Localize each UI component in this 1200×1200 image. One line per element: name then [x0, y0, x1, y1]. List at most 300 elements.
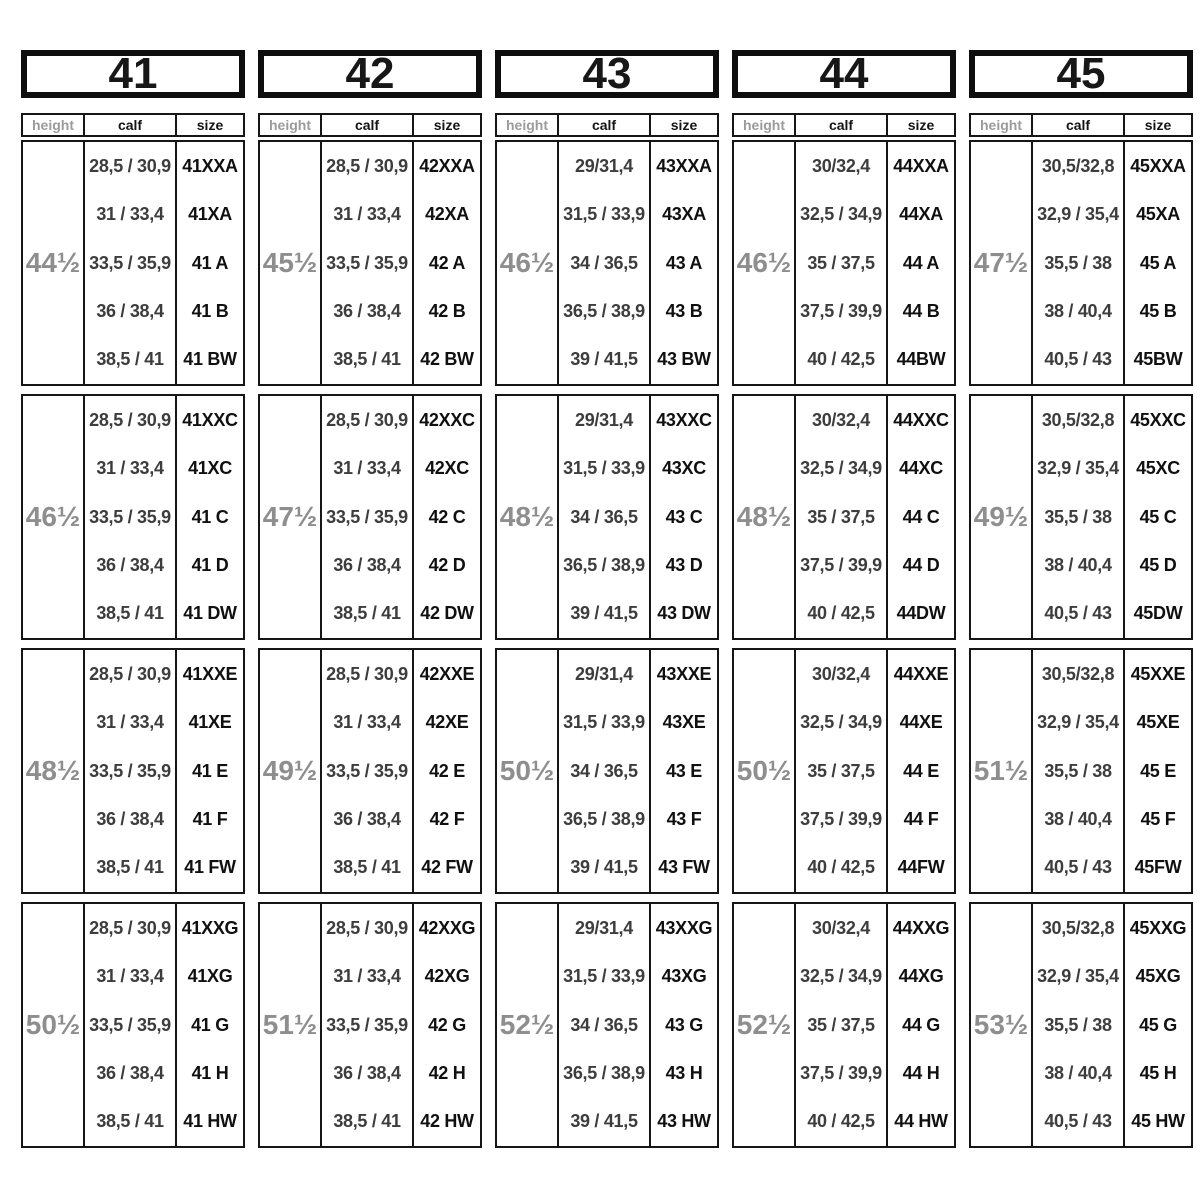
- size-value: 41XG: [187, 966, 233, 987]
- calf-value: 29/31,4: [575, 155, 633, 176]
- calf-value: 29/31,4: [575, 917, 633, 938]
- calf-column: [85, 904, 177, 1146]
- size-value: 44DW: [896, 603, 946, 624]
- size-value: 41 E: [192, 760, 228, 781]
- calf-value: 38,5 / 41: [333, 1111, 401, 1132]
- size-value: 43 E: [666, 760, 702, 781]
- size-value: 44 H: [902, 1062, 940, 1083]
- size-value: 44 F: [903, 808, 939, 829]
- calf-value: 36 / 38,4: [333, 300, 401, 321]
- height-column-header: height: [260, 115, 322, 135]
- size-value: 42 HW: [420, 1111, 474, 1132]
- height-column-header: height: [971, 115, 1033, 135]
- calf-value: 31,5 / 33,9: [563, 204, 645, 225]
- size-value: 43 F: [666, 808, 702, 829]
- size-block: [21, 902, 245, 1148]
- calf-column: [796, 904, 888, 1146]
- height-value: 46½: [497, 142, 559, 384]
- calf-column: [1033, 396, 1125, 638]
- calf-value: 38,5 / 41: [333, 349, 401, 370]
- height-value: 52½: [734, 904, 796, 1146]
- height-value: 48½: [23, 650, 85, 892]
- calf-value: 38 / 40,4: [1044, 1062, 1112, 1083]
- measure-header-row: [21, 113, 245, 137]
- size-value: 41XE: [188, 712, 232, 733]
- calf-value: 36,5 / 38,9: [563, 300, 645, 321]
- calf-value: 31 / 33,4: [333, 458, 401, 479]
- size-block: [21, 394, 245, 640]
- calf-value: 33,5 / 35,9: [326, 252, 408, 273]
- size-value: 44FW: [897, 857, 945, 878]
- calf-value: 31 / 33,4: [96, 204, 164, 225]
- size-group-41: [21, 50, 245, 1156]
- calf-value: 35,5 / 38: [1044, 252, 1112, 273]
- size-value: 44XXC: [893, 409, 949, 430]
- size-value: 43XXA: [656, 155, 712, 176]
- size-value: 43 G: [665, 1014, 703, 1035]
- calf-value: 36 / 38,4: [96, 554, 164, 575]
- size-column: [888, 396, 954, 638]
- calf-column: [559, 904, 651, 1146]
- size-column: [414, 904, 480, 1146]
- calf-value: 29/31,4: [575, 409, 633, 430]
- height-value: 49½: [260, 650, 322, 892]
- size-value: 45 G: [1139, 1014, 1177, 1035]
- height-value: 44½: [23, 142, 85, 384]
- size-group-45: [969, 50, 1193, 1156]
- calf-column: [85, 650, 177, 892]
- height-value: 50½: [23, 904, 85, 1146]
- calf-value: 32,9 / 35,4: [1037, 966, 1119, 987]
- size-value: 45FW: [1134, 857, 1182, 878]
- calf-value: 31,5 / 33,9: [563, 966, 645, 987]
- calf-value: 33,5 / 35,9: [89, 760, 171, 781]
- size-column: [651, 650, 717, 892]
- size-value: 42 C: [428, 506, 466, 527]
- calf-value: 33,5 / 35,9: [326, 1014, 408, 1035]
- calf-column-header: calf: [1033, 115, 1125, 135]
- size-group-title: 43: [495, 50, 719, 98]
- height-value: 50½: [497, 650, 559, 892]
- calf-value: 38 / 40,4: [1044, 808, 1112, 829]
- size-column: [1125, 650, 1191, 892]
- calf-value: 40,5 / 43: [1044, 349, 1112, 370]
- size-value: 41XA: [188, 204, 232, 225]
- calf-column-header: calf: [85, 115, 177, 135]
- size-group-42: [258, 50, 482, 1156]
- calf-value: 38,5 / 41: [333, 603, 401, 624]
- size-column: [888, 142, 954, 384]
- calf-value: 32,9 / 35,4: [1037, 204, 1119, 225]
- size-value: 44 E: [903, 760, 939, 781]
- size-block: [495, 140, 719, 386]
- calf-column: [322, 396, 414, 638]
- size-value: 44XG: [898, 966, 944, 987]
- size-value: 42XXA: [419, 155, 475, 176]
- calf-value: 32,5 / 34,9: [800, 966, 882, 987]
- size-value: 43XXE: [656, 663, 712, 684]
- size-value: 41XXG: [181, 917, 239, 938]
- size-column: [414, 650, 480, 892]
- calf-value: 28,5 / 30,9: [89, 663, 171, 684]
- size-value: 45XXE: [1130, 663, 1186, 684]
- calf-value: 33,5 / 35,9: [89, 506, 171, 527]
- height-value: 49½: [971, 396, 1033, 638]
- size-value: 43 A: [665, 252, 703, 273]
- calf-value: 35,5 / 38: [1044, 1014, 1112, 1035]
- calf-value: 38 / 40,4: [1044, 554, 1112, 575]
- calf-value: 38,5 / 41: [96, 349, 164, 370]
- calf-value: 38,5 / 41: [96, 603, 164, 624]
- size-column: [414, 396, 480, 638]
- size-column: [888, 904, 954, 1146]
- calf-value: 36,5 / 38,9: [563, 554, 645, 575]
- calf-value: 35 / 37,5: [807, 1014, 875, 1035]
- calf-value: 35,5 / 38: [1044, 506, 1112, 527]
- size-value: 43 D: [665, 554, 703, 575]
- size-value: 42XG: [424, 966, 470, 987]
- size-value: 45XE: [1136, 712, 1180, 733]
- size-value: 45 D: [1139, 554, 1177, 575]
- size-value: 45 HW: [1131, 1111, 1185, 1132]
- calf-value: 33,5 / 35,9: [326, 506, 408, 527]
- calf-value: 30,5/32,8: [1041, 155, 1115, 176]
- height-value: 50½: [734, 650, 796, 892]
- size-value: 43XXG: [655, 917, 713, 938]
- calf-column: [322, 650, 414, 892]
- calf-value: 36 / 38,4: [333, 1062, 401, 1083]
- size-value: 44 D: [902, 554, 940, 575]
- calf-value: 30,5/32,8: [1041, 917, 1115, 938]
- calf-value: 40,5 / 43: [1044, 857, 1112, 878]
- calf-value: 40 / 42,5: [807, 603, 875, 624]
- calf-value: 28,5 / 30,9: [89, 409, 171, 430]
- size-value: 44 G: [902, 1014, 940, 1035]
- calf-value: 28,5 / 30,9: [89, 917, 171, 938]
- calf-value: 31 / 33,4: [96, 712, 164, 733]
- calf-value: 35 / 37,5: [807, 760, 875, 781]
- size-value: 42 B: [428, 300, 466, 321]
- height-column-header: height: [497, 115, 559, 135]
- calf-value: 34 / 36,5: [570, 506, 638, 527]
- calf-column: [559, 396, 651, 638]
- size-value: 45XXG: [1129, 917, 1187, 938]
- size-value: 42XXE: [419, 663, 475, 684]
- calf-value: 31 / 33,4: [96, 966, 164, 987]
- size-column-header: size: [670, 117, 698, 133]
- size-value: 42 BW: [420, 349, 474, 370]
- size-value: 42 G: [428, 1014, 466, 1035]
- size-value: 43XE: [662, 712, 706, 733]
- size-group-44: [732, 50, 956, 1156]
- calf-value: 36 / 38,4: [96, 300, 164, 321]
- calf-column: [85, 396, 177, 638]
- calf-value: 40,5 / 43: [1044, 1111, 1112, 1132]
- size-value: 42 E: [429, 760, 465, 781]
- size-block: [495, 648, 719, 894]
- calf-column-header: calf: [796, 115, 888, 135]
- height-value: 53½: [971, 904, 1033, 1146]
- size-value: 45 F: [1140, 808, 1176, 829]
- height-value: 52½: [497, 904, 559, 1146]
- size-value: 45XXC: [1130, 409, 1186, 430]
- size-column: [177, 396, 243, 638]
- size-column-header: size: [1144, 117, 1172, 133]
- calf-column: [796, 650, 888, 892]
- calf-value: 39 / 41,5: [570, 349, 638, 370]
- size-value: 45BW: [1133, 349, 1183, 370]
- measure-header-row: [969, 113, 1193, 137]
- calf-column-header: calf: [322, 115, 414, 135]
- size-column-header: size: [433, 117, 461, 133]
- size-group-title: 42: [258, 50, 482, 98]
- calf-value: 38,5 / 41: [96, 1111, 164, 1132]
- size-value: 41XXC: [182, 409, 238, 430]
- size-block: [732, 394, 956, 640]
- calf-value: 37,5 / 39,9: [800, 1062, 882, 1083]
- size-value: 42XXC: [419, 409, 475, 430]
- size-value: 44XXG: [892, 917, 950, 938]
- size-value: 43 B: [665, 300, 703, 321]
- size-value: 41 H: [191, 1062, 229, 1083]
- calf-column: [559, 650, 651, 892]
- size-value: 44XXE: [893, 663, 949, 684]
- calf-value: 34 / 36,5: [570, 252, 638, 273]
- size-value: 42XE: [425, 712, 469, 733]
- measure-header-row: [495, 113, 719, 137]
- size-value: 44XXA: [893, 155, 949, 176]
- size-column-header: size: [907, 117, 935, 133]
- size-column: [177, 142, 243, 384]
- size-value: 43 HW: [657, 1111, 711, 1132]
- calf-column: [559, 142, 651, 384]
- height-value: 51½: [971, 650, 1033, 892]
- calf-value: 28,5 / 30,9: [326, 917, 408, 938]
- size-group-title: 44: [732, 50, 956, 98]
- calf-value: 31 / 33,4: [333, 712, 401, 733]
- size-value: 45DW: [1133, 603, 1183, 624]
- calf-value: 38 / 40,4: [1044, 300, 1112, 321]
- size-value: 44 A: [902, 252, 940, 273]
- height-column-header: height: [734, 115, 796, 135]
- calf-value: 38,5 / 41: [333, 857, 401, 878]
- calf-value: 28,5 / 30,9: [89, 155, 171, 176]
- calf-value: 32,5 / 34,9: [800, 204, 882, 225]
- height-value: 47½: [260, 396, 322, 638]
- size-block: [495, 394, 719, 640]
- size-block: [732, 140, 956, 386]
- size-block: [969, 902, 1193, 1148]
- size-value: 43 FW: [658, 857, 710, 878]
- size-value: 44BW: [896, 349, 946, 370]
- height-value: 46½: [734, 142, 796, 384]
- size-value: 41 B: [191, 300, 229, 321]
- size-column: [888, 650, 954, 892]
- calf-value: 33,5 / 35,9: [326, 760, 408, 781]
- calf-column: [322, 904, 414, 1146]
- calf-value: 31,5 / 33,9: [563, 712, 645, 733]
- size-block: [969, 394, 1193, 640]
- calf-value: 31 / 33,4: [96, 458, 164, 479]
- size-value: 43XXC: [656, 409, 712, 430]
- size-value: 41 F: [192, 808, 228, 829]
- calf-column: [322, 142, 414, 384]
- size-column: [651, 904, 717, 1146]
- calf-value: 36,5 / 38,9: [563, 1062, 645, 1083]
- calf-value: 28,5 / 30,9: [326, 663, 408, 684]
- height-value: 46½: [23, 396, 85, 638]
- size-value: 45 A: [1139, 252, 1177, 273]
- calf-value: 32,9 / 35,4: [1037, 458, 1119, 479]
- size-value: 43XC: [662, 458, 706, 479]
- size-value: 41 A: [191, 252, 229, 273]
- size-value: 41 BW: [183, 349, 237, 370]
- calf-value: 33,5 / 35,9: [89, 252, 171, 273]
- calf-value: 37,5 / 39,9: [800, 300, 882, 321]
- size-block: [258, 902, 482, 1148]
- size-column: [651, 142, 717, 384]
- calf-value: 36 / 38,4: [333, 808, 401, 829]
- size-value: 41XXA: [182, 155, 238, 176]
- size-value: 41 FW: [184, 857, 236, 878]
- size-value: 45XC: [1136, 458, 1180, 479]
- calf-value: 28,5 / 30,9: [326, 155, 408, 176]
- calf-value: 40,5 / 43: [1044, 603, 1112, 624]
- size-value: 43 DW: [657, 603, 711, 624]
- size-block: [969, 648, 1193, 894]
- size-block: [21, 648, 245, 894]
- size-value: 45 C: [1139, 506, 1177, 527]
- size-value: 42 FW: [421, 857, 473, 878]
- size-column: [1125, 396, 1191, 638]
- size-group-title: 45: [969, 50, 1193, 98]
- size-value: 42XA: [425, 204, 469, 225]
- size-block: [21, 140, 245, 386]
- height-value: 51½: [260, 904, 322, 1146]
- size-column: [414, 142, 480, 384]
- calf-value: 35 / 37,5: [807, 506, 875, 527]
- calf-value: 40 / 42,5: [807, 1111, 875, 1132]
- size-value: 42XXG: [418, 917, 476, 938]
- calf-value: 35 / 37,5: [807, 252, 875, 273]
- size-value: 42 DW: [420, 603, 474, 624]
- size-block: [732, 648, 956, 894]
- calf-column: [85, 142, 177, 384]
- calf-value: 29/31,4: [575, 663, 633, 684]
- height-column-header: height: [23, 115, 85, 135]
- size-value: 42 F: [429, 808, 465, 829]
- calf-value: 30/32,4: [812, 917, 870, 938]
- size-value: 44 B: [902, 300, 940, 321]
- size-group-title: 41: [21, 50, 245, 98]
- height-value: 45½: [260, 142, 322, 384]
- calf-value: 40 / 42,5: [807, 349, 875, 370]
- calf-value: 34 / 36,5: [570, 1014, 638, 1035]
- size-value: 45 H: [1139, 1062, 1177, 1083]
- calf-value: 36 / 38,4: [333, 554, 401, 575]
- size-value: 45 E: [1140, 760, 1176, 781]
- calf-value: 33,5 / 35,9: [89, 1014, 171, 1035]
- size-value: 43 C: [665, 506, 703, 527]
- calf-value: 40 / 42,5: [807, 857, 875, 878]
- calf-value: 32,9 / 35,4: [1037, 712, 1119, 733]
- size-column-header: size: [196, 117, 224, 133]
- calf-column-header: calf: [559, 115, 651, 135]
- calf-column: [796, 142, 888, 384]
- size-value: 41 C: [191, 506, 229, 527]
- calf-value: 36,5 / 38,9: [563, 808, 645, 829]
- height-value: 48½: [734, 396, 796, 638]
- calf-value: 37,5 / 39,9: [800, 554, 882, 575]
- size-column: [1125, 142, 1191, 384]
- calf-value: 31 / 33,4: [333, 966, 401, 987]
- size-column: [1125, 904, 1191, 1146]
- size-value: 42 H: [428, 1062, 466, 1083]
- size-value: 45XXA: [1130, 155, 1186, 176]
- calf-value: 39 / 41,5: [570, 857, 638, 878]
- calf-value: 36 / 38,4: [96, 808, 164, 829]
- size-value: 41XC: [188, 458, 232, 479]
- calf-column: [1033, 904, 1125, 1146]
- measure-header-row: [732, 113, 956, 137]
- size-column: [651, 396, 717, 638]
- size-value: 43XG: [661, 966, 707, 987]
- calf-column: [796, 396, 888, 638]
- calf-column: [1033, 650, 1125, 892]
- calf-column: [1033, 142, 1125, 384]
- size-value: 44 C: [902, 506, 940, 527]
- size-block: [969, 140, 1193, 386]
- calf-value: 31,5 / 33,9: [563, 458, 645, 479]
- size-value: 42 D: [428, 554, 466, 575]
- calf-value: 37,5 / 39,9: [800, 808, 882, 829]
- calf-value: 32,5 / 34,9: [800, 712, 882, 733]
- size-value: 45XG: [1135, 966, 1181, 987]
- calf-value: 28,5 / 30,9: [326, 409, 408, 430]
- calf-value: 32,5 / 34,9: [800, 458, 882, 479]
- size-value: 44 HW: [894, 1111, 948, 1132]
- size-value: 41XXE: [182, 663, 238, 684]
- calf-value: 30/32,4: [812, 409, 870, 430]
- size-block: [732, 902, 956, 1148]
- calf-value: 39 / 41,5: [570, 603, 638, 624]
- size-value: 43XA: [662, 204, 706, 225]
- calf-value: 34 / 36,5: [570, 760, 638, 781]
- size-column: [177, 904, 243, 1146]
- size-value: 43 BW: [657, 349, 711, 370]
- size-value: 43 H: [665, 1062, 703, 1083]
- size-block: [258, 648, 482, 894]
- calf-value: 30/32,4: [812, 663, 870, 684]
- size-block: [495, 902, 719, 1148]
- calf-value: 39 / 41,5: [570, 1111, 638, 1132]
- size-column: [177, 650, 243, 892]
- calf-value: 35,5 / 38: [1044, 760, 1112, 781]
- size-value: 44XA: [899, 204, 943, 225]
- size-value: 41 D: [191, 554, 229, 575]
- calf-value: 30/32,4: [812, 155, 870, 176]
- calf-value: 36 / 38,4: [96, 1062, 164, 1083]
- size-value: 45XA: [1136, 204, 1180, 225]
- calf-value: 31 / 33,4: [333, 204, 401, 225]
- size-block: [258, 394, 482, 640]
- size-value: 45 B: [1139, 300, 1177, 321]
- size-value: 42 A: [428, 252, 466, 273]
- size-value: 41 G: [191, 1014, 229, 1035]
- size-block: [258, 140, 482, 386]
- size-value: 41 DW: [183, 603, 237, 624]
- calf-value: 38,5 / 41: [96, 857, 164, 878]
